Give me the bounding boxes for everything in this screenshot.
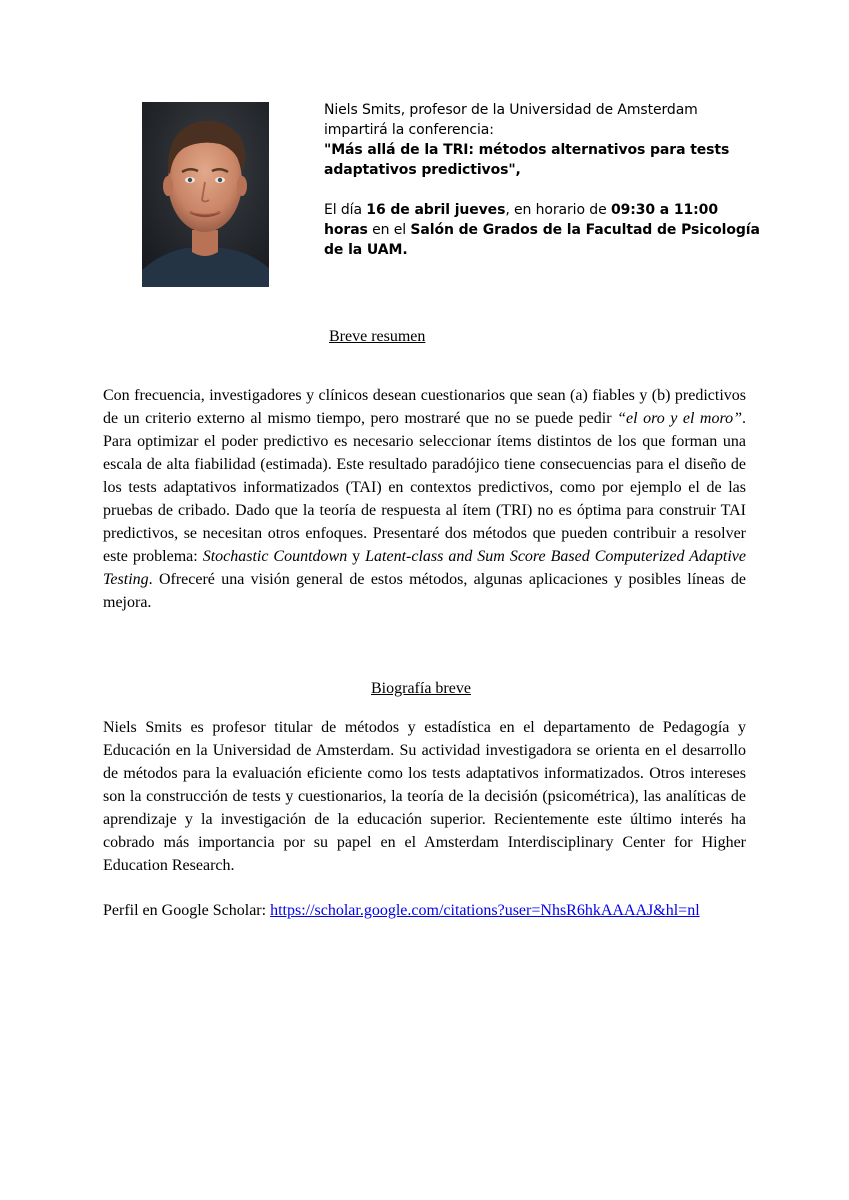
talk-title	[324, 140, 764, 180]
method-stochastic-countdown: Stochastic Countdown	[202, 548, 348, 565]
biography-paragraph: Niels Smits es profesor titular de métodos y estadística en el departamento de Pedagogía y Educación en la Universidad de Amsterdam. Su actividad investigadora se orienta en el desarrollo de métodos para la evaluación eficiente como los tests adaptativos informatizados. Otros intereses son la construcción de tests y cuestionarios, la teoría de la decisión (psicométrica), las analíticas de aprendizaje y la investigación de la educación superior. Recientemente este último interés ha cobrado más importancia por su papel en el Amsterdam Interdisciplinary Center for Higher Education Research.	[103, 719, 746, 874]
place-prefix: en el	[367, 222, 411, 238]
event-header	[324, 100, 764, 260]
talk-title-text: "Más allá de la TRI: métodos alternativos para tests adaptativos predictivos",	[324, 142, 730, 178]
method-latent-class: Latent-class and Sum Score Based Computerized Adaptive Testing	[103, 548, 747, 588]
summary-idiom: “el oro y el moro”	[617, 410, 743, 427]
event-date: 16 de abril jueves	[366, 202, 506, 218]
summary-conjunction: y	[347, 548, 366, 565]
speaker-line: Niels Smits, profesor de la Universidad de Amsterdam	[324, 102, 698, 118]
scholar-profile-label: Perfil en Google Scholar:	[103, 902, 271, 919]
date-prefix: El día	[324, 202, 367, 218]
summary-paragraph	[103, 384, 746, 614]
event-time: 09:30 a 11:00 horas	[324, 202, 718, 238]
time-prefix: , en horario de	[505, 202, 611, 218]
scholar-profile-line	[103, 899, 700, 922]
spacer	[324, 180, 764, 200]
biography-heading: Biografía breve	[371, 680, 471, 697]
scholar-profile-link[interactable]: https://scholar.google.com/citations?user=NhsR6hkAAAAJ&hl=nl	[270, 902, 700, 919]
portrait-illustration	[142, 102, 269, 287]
summary-heading: Breve resumen	[329, 328, 426, 345]
speaker-photo	[142, 102, 269, 287]
summary-text-3: . Ofreceré una visión general de estos métodos, algunas aplicaciones y posibles líneas de mejora.	[103, 571, 746, 611]
summary-text-1: Con frecuencia, investigadores y clínicos desean cuestionarios que sean (a) fiables y (b) predictivos de un criterio externo al mismo tiempo, pero mostraré que no se puede pedir	[103, 387, 746, 427]
event-details	[324, 200, 764, 260]
announcement-line: impartirá la conferencia:	[324, 122, 494, 138]
event-place: Salón de Grados de la Facultad de Psicología de la UAM.	[324, 222, 760, 258]
summary-text-2: . Para optimizar el poder predictivo es necesario seleccionar ítems distintos de los que forman una escala de alta fiabilidad (estimada). Este resultado paradójico tiene consecuencias para el diseño de los tests adaptativos informatizados (TAI) en contextos predictivos, como por ejemplo el de las pruebas de cribado. Dado que la teoría de respuesta al ítem (TRI) no es óptima para construir TAI predictivos, se necesitan otros enfoques. Presentaré dos métodos que pueden contribuir a resolver este problema:	[103, 410, 747, 565]
